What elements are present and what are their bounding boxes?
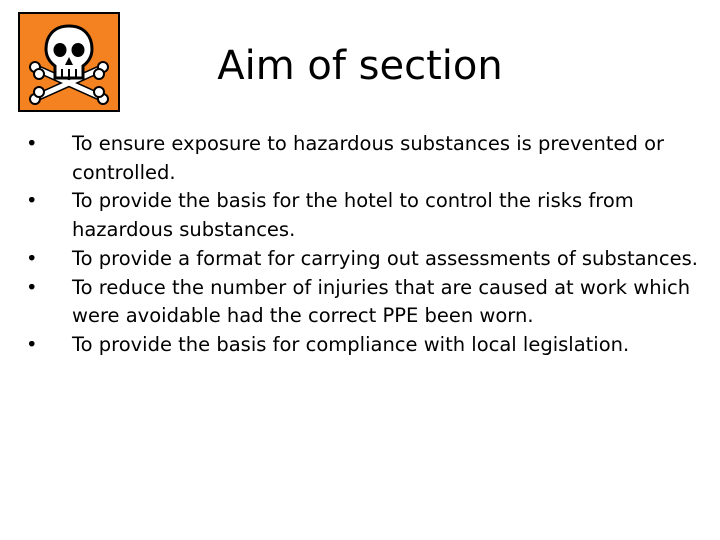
bullet-item bbox=[26, 187, 698, 244]
bullet-item bbox=[26, 274, 698, 331]
bullet-dot-icon: • bbox=[26, 275, 38, 299]
bullet-item bbox=[26, 130, 698, 187]
bullet-dot-icon: • bbox=[26, 246, 38, 270]
slide-title: Aim of section bbox=[217, 43, 503, 89]
bullet-dot-icon: • bbox=[26, 332, 38, 356]
bullet-text: To provide a format for carrying out assessments of substances. bbox=[72, 246, 698, 270]
bullet-text: To reduce the number of injuries that are caused at work which were avoidable had the correct PPE been worn. bbox=[72, 275, 691, 328]
bullet-list bbox=[26, 130, 698, 360]
bullet-dot-icon: • bbox=[26, 189, 38, 213]
bullet-text: To provide the basis for compliance with local legislation. bbox=[72, 332, 630, 356]
bullet-dot-icon: • bbox=[26, 132, 38, 155]
bullet-text: To ensure exposure to hazardous substances is prevented or controlled. bbox=[72, 132, 665, 184]
bullet-text: To provide the basis for the hotel to control the risks from hazardous substances. bbox=[72, 189, 634, 242]
bullet-item bbox=[26, 245, 698, 274]
bullet-item bbox=[26, 331, 698, 360]
skull-and-crossbones-icon bbox=[18, 12, 120, 112]
